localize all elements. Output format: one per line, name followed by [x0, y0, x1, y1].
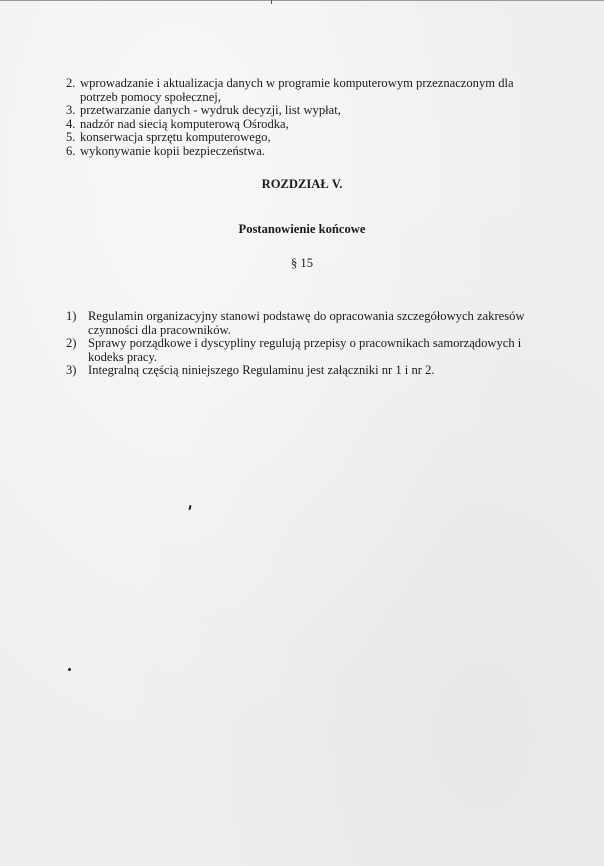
list-item-number: 3) [66, 363, 77, 377]
list-item-text: nadzór nad siecią komputerową Ośrodka, [80, 116, 289, 131]
list-item-number: 5. [66, 130, 76, 144]
list-item [66, 131, 536, 145]
list-item-number: 4. [66, 116, 76, 131]
list-item-text: konserwacja sprzętu komputerowego, [80, 130, 271, 144]
list-item-text: Regulamin organizacyjny stanowi podstawę do opracowania szczegółowych zakresów czynności dla pracowników. [88, 309, 525, 337]
list-item-number: 2) [66, 336, 77, 350]
list-item-text: Integralną częścią niniejszego Regulaminu jest załączniki nr 1 i nr 2. [88, 363, 435, 377]
scan-speck [188, 505, 191, 510]
list-item [66, 145, 536, 159]
task-list [66, 77, 536, 158]
list-item-text: Sprawy porządkowe i dyscypliny regulują przepisy o pracownikach samorządowych i kodeks pracy. [88, 336, 522, 364]
list-item [66, 337, 536, 364]
scan-top-edge [0, 0, 604, 1]
list-item-text: wykonywanie kopii bezpieczeństwa. [80, 143, 265, 158]
scan-speck [68, 668, 71, 671]
final-provisions-list [66, 310, 536, 378]
scan-mark [271, 0, 272, 4]
list-item [66, 104, 536, 118]
list-item-text: wprowadzanie i aktualizacja danych w programie komputerowym przeznaczonym dla potrzeb pomocy społecznej, [80, 76, 514, 104]
list-item-number: 3. [66, 103, 76, 117]
list-item [66, 118, 536, 132]
list-item [66, 77, 536, 104]
list-item-text: przetwarzanie danych - wydruk decyzji, list wypłat, [80, 103, 341, 117]
list-item-number: 2. [66, 76, 76, 90]
section-title: Postanowienie końcowe [238, 222, 366, 236]
list-item [66, 364, 536, 378]
paragraph-mark: § 15 [290, 256, 314, 270]
list-item [66, 310, 536, 337]
list-item-number: 6. [66, 143, 76, 158]
chapter-heading: ROZDZIAŁ V. [261, 177, 343, 191]
list-item-number: 1) [66, 309, 77, 323]
